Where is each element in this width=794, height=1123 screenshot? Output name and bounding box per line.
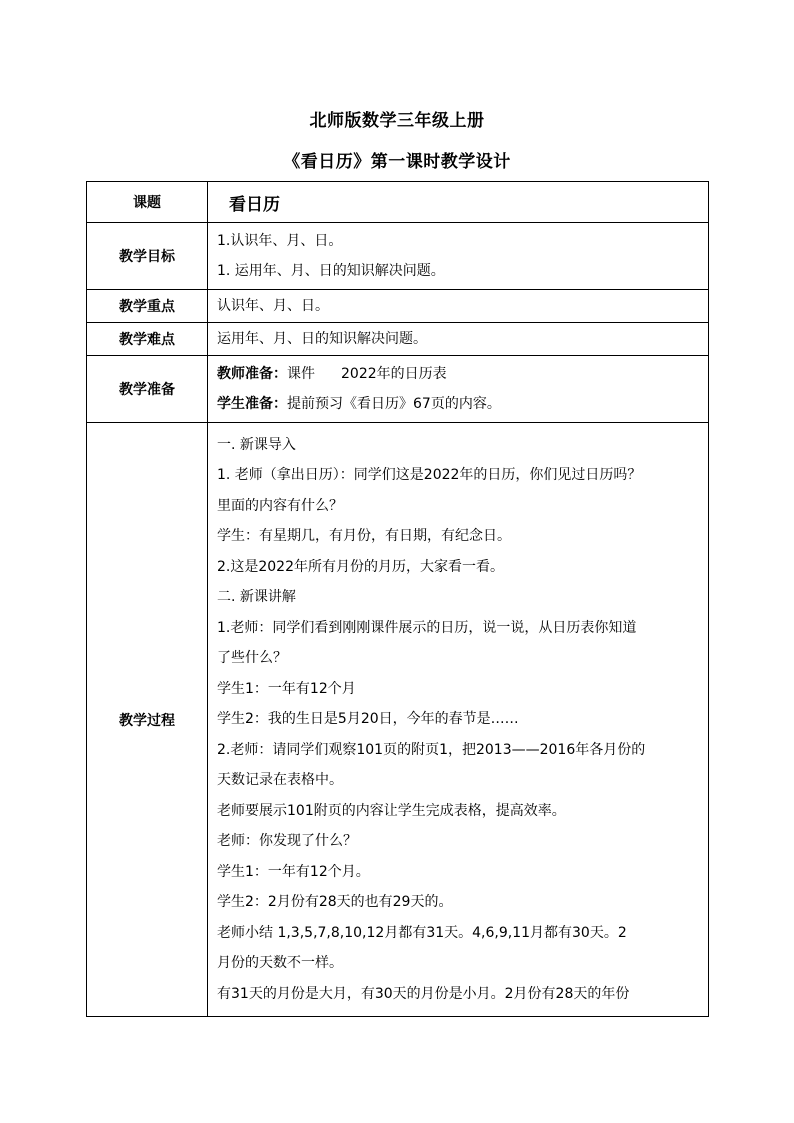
- process-line: 学生2：2月份有28天的也有29天的。: [217, 894, 453, 911]
- process-line: 2.这是2022年所有月份的月历，大家看一看。: [217, 558, 504, 575]
- cell-key-points: [208, 290, 709, 323]
- process-line: 了些什么？: [217, 650, 287, 667]
- key-points-text: 认识年、月、日。: [217, 297, 329, 314]
- student-preparation-label: 学生准备：: [217, 396, 287, 412]
- objective-line: 1. 运用年、月、日的知识解决问题。: [217, 263, 445, 279]
- label-difficulties: 教学难点: [87, 323, 208, 356]
- label-process: 教学过程: [87, 423, 208, 1017]
- teacher-preparation-item: 课件: [287, 365, 315, 382]
- process-line: 1. 老师（拿出日历）：同学们这是2022年的日历，你们见过日历吗？: [217, 467, 642, 484]
- row-difficulties: [87, 323, 709, 356]
- document-title: 北师版数学三年级上册: [309, 111, 485, 131]
- process-line: 学生1：一年有12个月。: [217, 863, 370, 880]
- cell-topic: [208, 182, 709, 223]
- label-preparation: 教学准备: [87, 356, 208, 423]
- cell-process: [208, 423, 709, 1017]
- student-preparation: [217, 389, 702, 420]
- row-process: [87, 423, 709, 1017]
- process-line: 月份的天数不一样。: [217, 955, 343, 972]
- process-line: 一. 新课导入: [217, 436, 296, 453]
- row-objectives: [87, 223, 709, 290]
- cell-difficulties: [208, 323, 709, 356]
- cell-objectives: [208, 223, 709, 290]
- process-line: 学生1：一年有12个月: [217, 680, 356, 697]
- row-preparation: [87, 356, 709, 423]
- row-topic: [87, 182, 709, 223]
- topic-value: 看日历: [229, 194, 280, 215]
- student-preparation-text: 提前预习《看日历》67页的内容。: [287, 396, 501, 412]
- process-line: 天数记录在表格中。: [217, 772, 343, 789]
- process-line: 学生：有星期几，有月份，有日期，有纪念日。: [217, 528, 511, 545]
- difficulties-text: 运用年、月、日的知识解决问题。: [217, 330, 427, 347]
- process-line: 老师：你发现了什么？: [217, 833, 357, 850]
- lesson-plan-table: [86, 181, 709, 1017]
- process-line: 有31天的月份是大月，有30天的月份是小月。2月份有28天的年份: [217, 985, 630, 1002]
- label-key-points: 教学重点: [87, 290, 208, 323]
- process-line: 学生2：我的生日是5月20日，今年的春节是……: [217, 711, 519, 728]
- objective-line: 1.认识年、月、日。: [217, 232, 343, 249]
- document-subtitle: 《看日历》第一课时教学设计: [283, 152, 511, 172]
- row-key-points: [87, 290, 709, 323]
- process-line: 老师要展示101附页的内容让学生完成表格，提高效率。: [217, 802, 566, 819]
- cell-preparation: [208, 356, 709, 423]
- teacher-preparation: [217, 359, 702, 390]
- process-line: 里面的内容有什么？: [217, 497, 343, 514]
- teacher-preparation-label: 教师准备：: [217, 365, 287, 382]
- label-topic: 课题: [87, 182, 208, 223]
- process-line: 2.老师：请同学们观察101页的附页1，把2013——2016年各月份的: [217, 741, 646, 758]
- process-line: 二. 新课讲解: [217, 589, 296, 606]
- teacher-preparation-item: 2022年的日历表: [341, 365, 447, 382]
- process-line: 老师小结 1,3,5,7,8,10,12月都有31天。4,6,9,11月都有30天。2: [217, 924, 627, 941]
- process-line: 1.老师：同学们看到刚刚课件展示的日历，说一说，从日历表你知道: [217, 619, 637, 636]
- label-objectives: 教学目标: [87, 223, 208, 290]
